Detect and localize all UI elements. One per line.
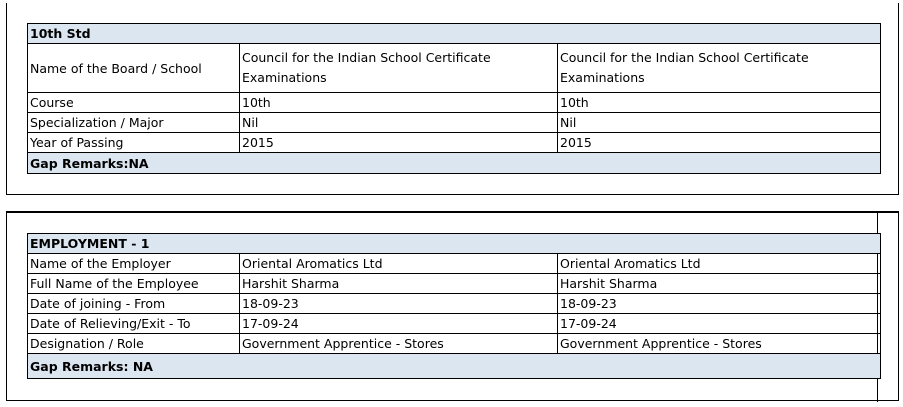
education-table xyxy=(27,23,881,174)
table-row xyxy=(28,274,881,294)
employment-section xyxy=(6,211,899,401)
row-value: Nil xyxy=(240,113,558,133)
row-label: Date of Relieving/Exit - To xyxy=(28,314,240,334)
row-label: Year of Passing xyxy=(28,133,240,153)
education-section xyxy=(6,3,899,195)
table-row xyxy=(28,113,881,133)
row-value: 2015 xyxy=(240,133,558,153)
table-row xyxy=(28,334,881,354)
row-value: Council for the Indian School Certificate Examinations xyxy=(558,44,881,93)
table-row xyxy=(28,133,881,153)
section-header-row xyxy=(28,234,881,254)
table-row xyxy=(28,44,881,93)
table-row xyxy=(28,93,881,113)
row-value: 17-09-24 xyxy=(558,314,881,334)
gap-remarks-row xyxy=(28,354,881,379)
gap-remarks-row xyxy=(28,153,881,174)
row-value: Government Apprentice - Stores xyxy=(558,334,881,354)
row-value: Oriental Aromatics Ltd xyxy=(240,254,558,274)
table-row xyxy=(28,254,881,274)
table-row xyxy=(28,314,881,334)
row-value: Harshit Sharma xyxy=(240,274,558,294)
gap-remarks: Gap Remarks: NA xyxy=(28,354,881,379)
row-value: Harshit Sharma xyxy=(558,274,881,294)
row-value: 10th xyxy=(558,93,881,113)
row-value: Government Apprentice - Stores xyxy=(240,334,558,354)
section-title: EMPLOYMENT - 1 xyxy=(28,234,881,254)
row-label: Designation / Role xyxy=(28,334,240,354)
row-value: 18-09-23 xyxy=(558,294,881,314)
row-value: 2015 xyxy=(558,133,881,153)
row-value: 10th xyxy=(240,93,558,113)
table-row xyxy=(28,294,881,314)
row-label: Course xyxy=(28,93,240,113)
row-label: Specialization / Major xyxy=(28,113,240,133)
row-label: Full Name of the Employee xyxy=(28,274,240,294)
section-title: 10th Std xyxy=(28,24,881,44)
row-label: Date of joining - From xyxy=(28,294,240,314)
row-value: Council for the Indian School Certificate Examinations xyxy=(240,44,558,93)
employment-table xyxy=(27,233,881,379)
row-value: Oriental Aromatics Ltd xyxy=(558,254,881,274)
row-value: 18-09-23 xyxy=(240,294,558,314)
row-label: Name of the Board / School xyxy=(28,44,240,93)
row-value: Nil xyxy=(558,113,881,133)
row-value: 17-09-24 xyxy=(240,314,558,334)
gap-remarks: Gap Remarks:NA xyxy=(28,153,881,174)
section-header-row xyxy=(28,24,881,44)
row-label: Name of the Employer xyxy=(28,254,240,274)
